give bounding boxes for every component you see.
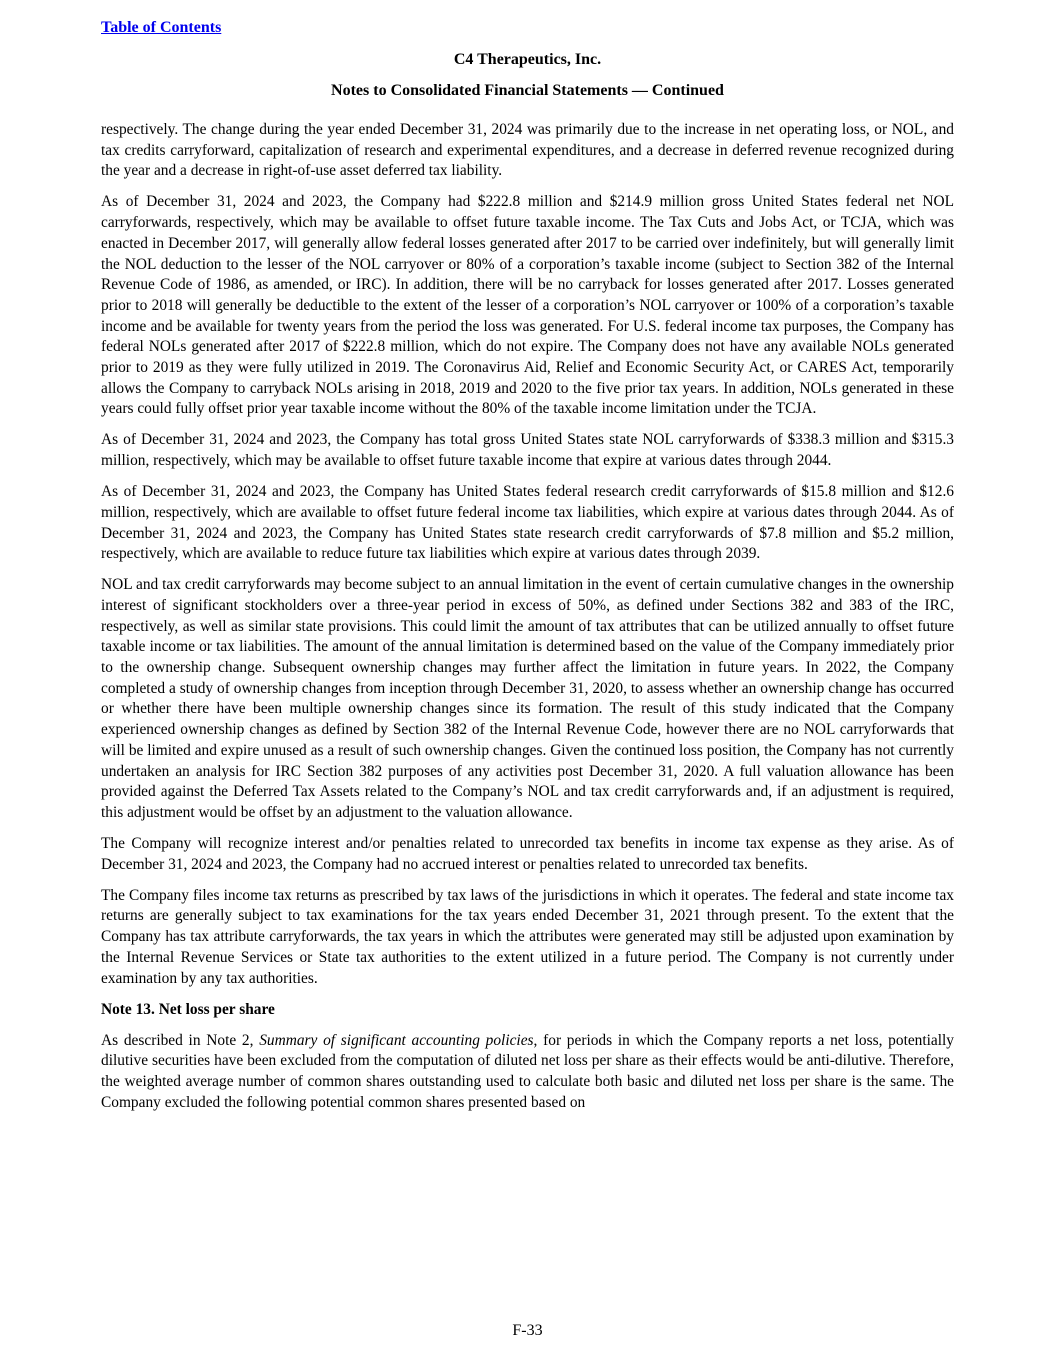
paragraph-net-loss-per-share — [101, 1031, 954, 1114]
paragraph-research-credit: As of December 31, 2024 and 2023, the Company has United States federal research credit carryforwards of $15.8 million and $12.6 million, respectively, which are available to offset future federal income tax liabilities, which expire at various dates through 2044. As of December 31, 2024 and 2023, the Company has United States state research credit carryforwards of $7.8 million and $5.2 million, respectively, which are available to reduce future tax liabilities which expire at various dates through 2039. — [101, 483, 954, 563]
page-number: F-33 — [512, 1322, 543, 1339]
note-13-intro-before: As described in Note 2, — [101, 1031, 260, 1049]
document-body — [101, 120, 954, 1124]
note-13-intro-italic: Summary of significant accounting policies — [259, 1031, 534, 1049]
paragraph-state-nol: As of December 31, 2024 and 2023, the Company has total gross United States state NOL carryforwards of $338.3 million and $315.3 million, respectively, which may be available to offset future taxable income that expire at various dates through 2044. — [101, 431, 954, 470]
paragraph-ownership-limitation: NOL and tax credit carryforwards may become subject to an annual limitation in the event of certain cumulative changes in the ownership interest of significant stockholders over a three-year period in excess of 50%, as defined under Sections 382 and 383 of the IRC, respectively, as well as similar state provisions. This could limit the amount of tax attributes that can be utilized annually to offset future taxable income or tax liabilities. The amount of the annual limitation is determined based on the value of the Company immediately prior to the ownership change. Subsequent ownership changes may further affect the limitation in future years. In 2022, the Company completed a study of ownership changes from inception through December 31, 2020, to assess whether an ownership change has occurred or whether there have been multiple ownership changes since its formation. The result of this study indicated that the Company experienced ownership changes as defined by Section 382 of the Internal Revenue Code, however there are no NOL carryforwards that will be limited and expire unused as a result of such ownership changes. Given the continued loss position, the Company has not currently undertaken an analysis for IRC Section 382 purposes of any activities post December 31, 2020. A full valuation allowance has been provided against the Deferred Tax Assets related to the Company’s NOL and tax credit carryforwards and, if an adjustment is required, this adjustment would be offset by an adjustment to the valuation allowance. — [101, 576, 954, 821]
paragraph-tax-returns: The Company files income tax returns as prescribed by tax laws of the jurisdictions in which it operates. The federal and state income tax returns are generally subject to tax examinations for the tax years ended December 31, 2021 through present. To the extent that the Company has tax attribute carryforwards, the tax years in which the attributes were generated may still be adjusted upon examination by the Internal Revenue Services or State tax authorities to the extent utilized in a future period. The Company is not currently under examination by any tax authorities. — [101, 886, 954, 987]
note-13-intro-after: , for periods in which the Company reports a net loss, potentially dilutive securities have been excluded from the computation of diluted net loss per share as their effects would be anti-dilutive. Therefore, the weighted average number of common shares outstanding used to calculate both basic and diluted net loss per share is the same. The Company excluded the following potential common shares presented based on — [101, 1031, 954, 1111]
table-of-contents-link[interactable]: Table of Contents — [101, 19, 222, 36]
paragraph-federal-nol: As of December 31, 2024 and 2023, the Company had $222.8 million and $214.9 million gross United States federal net NOL carryforwards, respectively, which may be available to offset future taxable income. The Tax Cuts and Jobs Act, or TCJA, which was enacted in December 2017, will generally allow federal losses generated after 2017 to be carried over indefinitely, but will generally limit the NOL deduction to the lesser of the NOL carryover or 80% of a corporation’s taxable income (subject to Section 382 of the Internal Revenue Code of 1986, as amended, or IRC). In addition, there will be no carryback for losses generated after 2017. Losses generated prior to 2018 will generally be deductible to the extent of the lesser of a corporation’s NOL carryover or 100% of a corporation’s taxable income and be available for twenty years from the period the loss was generated. For U.S. federal income tax purposes, the Company has federal NOLs generated after 2017 of $222.8 million, which do not expire. The Company does not have any available NOLs generated prior to 2019 as they were fully utilized in 2019. The Coronavirus Aid, Relief and Economic Security Act, or CARES Act, temporarily allows the Company to carryback NOLs arising in 2018, 2019 and 2020 to the five prior tax years. In addition, NOLs generated in these years could fully offset prior year taxable income without the 80% of the taxable income limitation under the TCJA. — [101, 193, 954, 418]
note-13-heading: Note 13. Net loss per share — [101, 1000, 275, 1018]
paragraph-interest-penalties: The Company will recognize interest and/or penalties related to unrecorded tax benefits in income tax expense as they arise. As of December 31, 2024 and 2023, the Company had no accrued interest or penalties related to unrecorded tax benefits. — [101, 834, 954, 873]
paragraph-deferred-tax-change: respectively. The change during the year ended December 31, 2024 was primarily due to the increase in net operating loss, or NOL, and tax credits carryforward, capitalization of research and experimental expenditures, and a decrease in deferred revenue recognized during the year and a decrease in right-of-use asset deferred tax liability. — [101, 121, 954, 180]
company-name: C4 Therapeutics, Inc. — [453, 51, 602, 68]
notes-title: Notes to Consolidated Financial Statements — Continued — [331, 82, 724, 99]
